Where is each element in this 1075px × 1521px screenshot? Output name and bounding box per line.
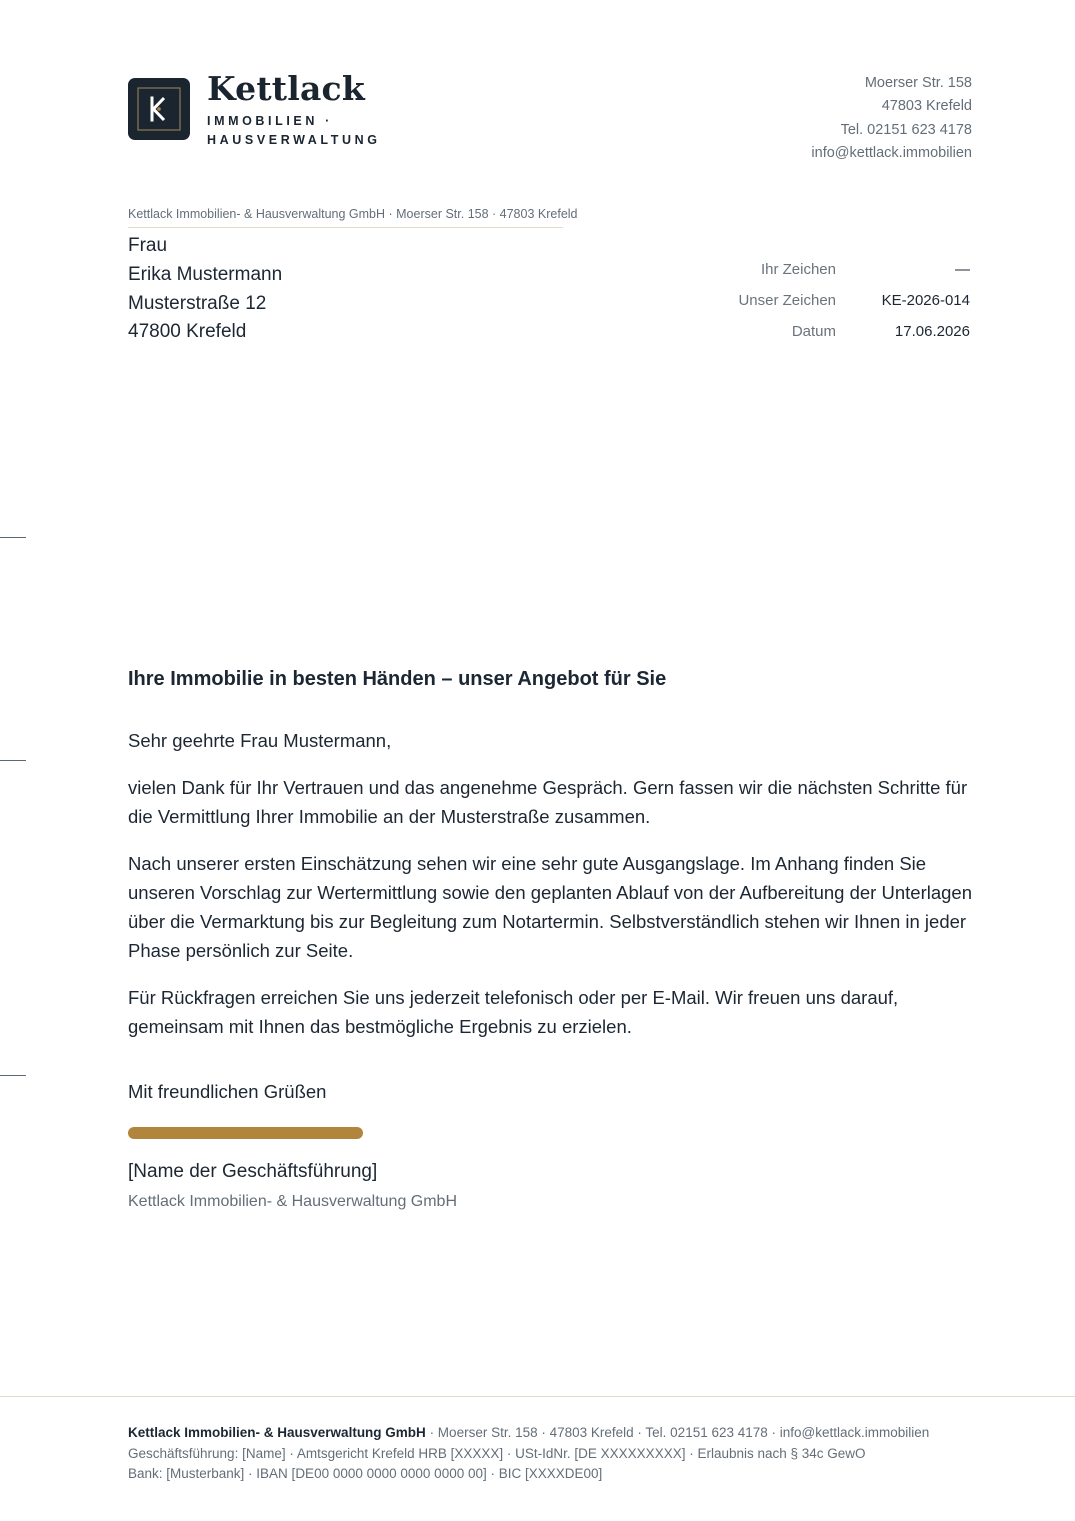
sender-address [811,72,972,165]
body-paragraph: Nach unserer ersten Einschätzung sehen wir eine sehr gute Ausgangslage. Im Anhang finden Sie unseren Vorschlag zur Wertermittlung sowie den geplanten Ablauf von der Aufbereitung der Unterlagen über die Vermarktung bis zur Begleitung zum Notartermin. Selbstverständlich stehen wir Ihnen in jeder Phase persönlich zur Seite. [128,853,972,961]
k-monogram-icon [128,78,190,140]
sender-phone: Tel. 02151 623 4178 [840,121,972,138]
footer-contact: · Moerser Str. 158 · 47803 Krefeld · Tel. 02151 623 4178 · info@kettlack.immobilien [425,1425,930,1440]
reference-value: — [955,261,970,278]
logo-tagline: IMMOBILIEN · HAUSVERWALTUNG [207,114,381,147]
footer-divider [0,1396,1075,1397]
sender-email[interactable]: info@kettlack.immobilien [811,144,972,161]
company-logo [128,69,397,150]
reference-row [700,289,972,320]
recipient-street: Musterstraße 12 [128,292,267,314]
reference-row [700,320,972,351]
signer-name: [Name der Geschäftsführung] [128,1161,378,1182]
recipient-salutation: Frau [128,235,168,256]
signer-company: Kettlack Immobilien- & Hausverwaltung GmbH [128,1193,458,1210]
fold-mark-top [0,537,26,538]
return-address-line: Kettlack Immobilien- & Hausverwaltung GmbH · Moerser Str. 158 · 47803 Krefeld [128,207,563,228]
logo-wordmark: Kettlack [207,69,365,108]
recipient-address [128,232,282,347]
body-paragraph: vielen Dank für Ihr Vertrauen und das angenehme Gespräch. Gern fassen wir die nächsten Schritte für die Vermittlung Ihrer Immobilie an der Musterstraße zusammen. [128,777,968,828]
signature-placeholder-bar [128,1127,363,1139]
letter-closing: Mit freundlichen Grüßen [128,1081,327,1102]
fold-mark-bottom [0,1075,26,1076]
recipient-name: Erika Mustermann [128,263,283,285]
letter-footer [128,1423,929,1485]
reference-label: Datum [791,323,836,340]
sender-city: 47803 Krefeld [881,98,972,115]
footer-line-contact [128,1423,929,1444]
reference-value: KE-2026-014 [881,292,970,309]
recipient-city: 47800 Krefeld [128,321,247,343]
letter-subject: Ihre Immobilie in besten Händen – unser Angebot für Sie [128,668,667,690]
reference-block [700,258,972,351]
reference-value: 17.06.2026 [894,323,970,340]
letter-body [128,727,973,1060]
reference-label: Ihr Zeichen [760,261,836,278]
punch-mark [0,760,26,761]
footer-line-bank: Bank: [Musterbank] · IBAN [DE00 0000 0000 0000 0000 00] · BIC [XXXXDE00] [128,1466,603,1481]
reference-label: Unser Zeichen [738,292,836,309]
reference-row [700,258,972,289]
letter-greeting: Sehr geehrte Frau Mustermann, [128,730,392,751]
footer-line-legal: Geschäftsführung: [Name] · Amtsgericht Krefeld HRB [XXXXX] · USt-IdNr. [DE XXXXXXXXX] · Erlaubnis nach § 34c GewO [128,1445,866,1461]
sender-street: Moerser Str. 158 [864,75,972,91]
footer-company: Kettlack Immobilien- & Hausverwaltung GmbH [128,1425,426,1440]
body-paragraph: Für Rückfragen erreichen Sie uns jederzeit telefonisch oder per E-Mail. Wir freuen uns darauf, gemeinsam mit Ihnen das bestmögliche Ergebnis zu erzielen. [128,986,899,1037]
